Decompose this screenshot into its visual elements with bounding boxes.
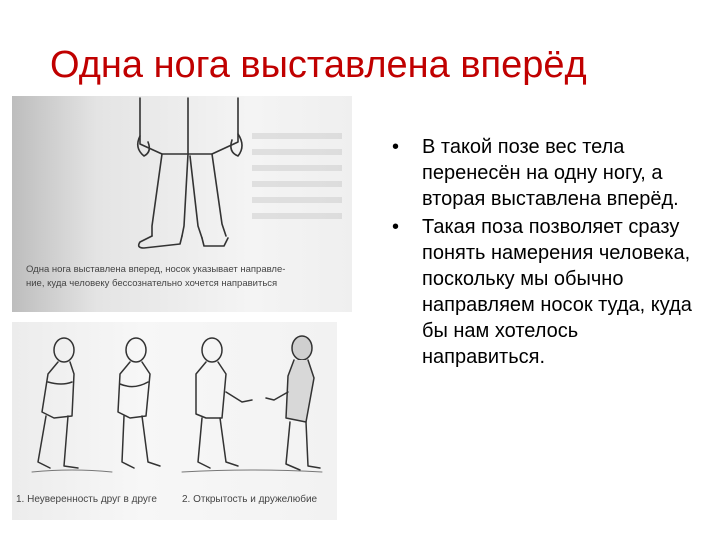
bullet-item bbox=[392, 134, 702, 212]
slide-title: Одна нога выставлена вперёд bbox=[50, 44, 587, 86]
bullet-item bbox=[392, 214, 702, 370]
bullet-marker: • bbox=[392, 136, 400, 158]
bullet-text: В такой позе вес тела перенесён на одну ногу, а вторая выставлена вперёд. bbox=[422, 136, 679, 210]
bullet-marker: • bbox=[392, 216, 400, 238]
bullet-text: Такая поза позволяет сразу понять намерения человека, поскольку мы обычно направляем носок туда, куда бы нам хотелось направиться. bbox=[422, 216, 692, 368]
figure-caption-line2: ние, куда человеку бессознательно хочется направиться bbox=[26, 278, 278, 289]
four-figures-drawing bbox=[12, 322, 337, 520]
caption-right: 2. Открытость и дружелюбие bbox=[182, 494, 318, 505]
people-illustration bbox=[12, 322, 337, 520]
legs-illustration bbox=[12, 96, 352, 312]
caption-left: 1. Неуверенность друг в друге bbox=[16, 494, 157, 505]
figure-caption-line1: Одна нога выставлена вперед, носок указывает направле- bbox=[26, 264, 286, 275]
bullet-list bbox=[392, 134, 702, 372]
